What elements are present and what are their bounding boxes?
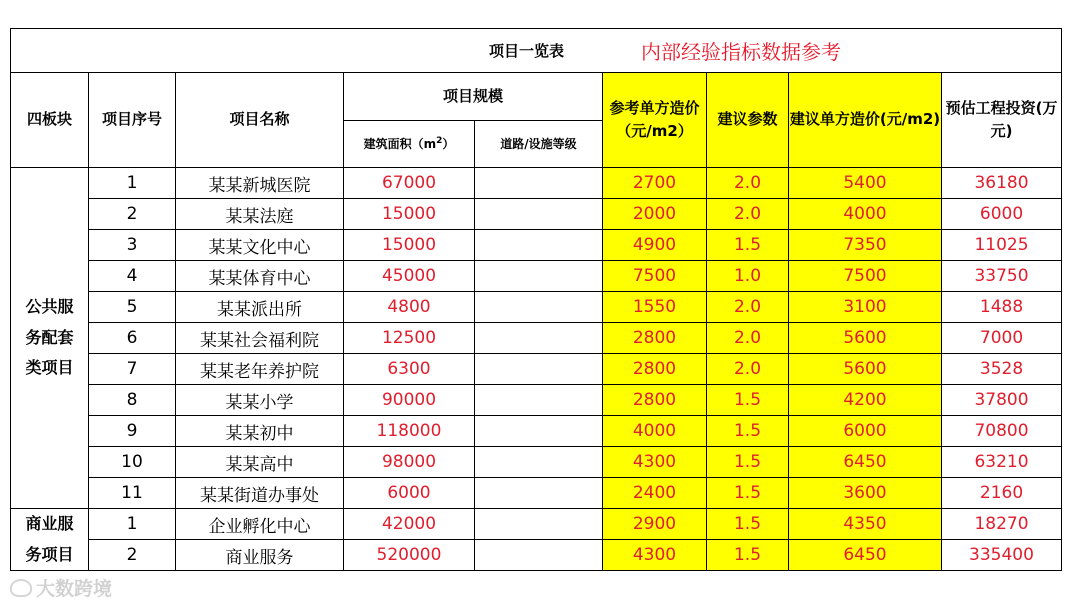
name-cell: 某某社会福利院 [176,323,344,354]
header-sugg-price: 建议单方造价(元/m2) [789,73,942,168]
area-cell: 15000 [344,230,475,261]
seq-cell: 1 [89,509,176,540]
ref-price-cell: 2800 [603,323,707,354]
param-cell: 2.0 [707,168,789,199]
header-road: 道路/设施等级 [475,121,603,168]
seq-cell: 3 [89,230,176,261]
area-cell: 15000 [344,199,475,230]
table-row [11,168,1062,199]
name-cell: 某某小学 [176,385,344,416]
seq-cell: 7 [89,354,176,385]
param-cell: 2.0 [707,354,789,385]
header-ref-price: 参考单方造价（元/m2） [603,73,707,168]
invest-cell: 2160 [942,478,1062,509]
name-cell: 某某高中 [176,447,344,478]
ref-price-cell: 7500 [603,261,707,292]
param-cell: 1.5 [707,230,789,261]
header-name: 项目名称 [176,73,344,168]
ref-price-cell: 2800 [603,354,707,385]
road-cell [475,323,603,354]
sugg-price-cell: 5600 [789,354,942,385]
param-cell: 1.0 [707,261,789,292]
group-label: 公共服务配套类项目 [11,168,89,509]
table-row [11,509,1062,540]
seq-cell: 1 [89,168,176,199]
invest-cell: 1488 [942,292,1062,323]
invest-cell: 18270 [942,509,1062,540]
table-row [11,199,1062,230]
invest-cell: 37800 [942,385,1062,416]
invest-cell: 7000 [942,323,1062,354]
param-cell: 1.5 [707,509,789,540]
header-invest: 预估工程投资(万元) [942,73,1062,168]
seq-cell: 2 [89,540,176,571]
road-cell [475,385,603,416]
sugg-price-cell: 4200 [789,385,942,416]
road-cell [475,354,603,385]
seq-cell: 8 [89,385,176,416]
param-cell: 1.5 [707,447,789,478]
param-cell: 1.5 [707,416,789,447]
ref-price-cell: 2400 [603,478,707,509]
area-cell: 520000 [344,540,475,571]
seq-cell: 4 [89,261,176,292]
area-cell: 12500 [344,323,475,354]
ref-price-cell: 2000 [603,199,707,230]
ref-price-cell: 1550 [603,292,707,323]
ref-price-cell: 4300 [603,447,707,478]
seq-cell: 10 [89,447,176,478]
sugg-price-cell: 7350 [789,230,942,261]
name-cell: 某某老年养护院 [176,354,344,385]
name-cell: 某某派出所 [176,292,344,323]
road-cell [475,447,603,478]
param-cell: 1.5 [707,385,789,416]
sugg-price-cell: 3600 [789,478,942,509]
ref-price-cell: 4300 [603,540,707,571]
table-row [11,478,1062,509]
name-cell: 商业服务 [176,540,344,571]
name-cell: 某某文化中心 [176,230,344,261]
road-cell [475,168,603,199]
ref-price-cell: 2900 [603,509,707,540]
name-cell: 企业孵化中心 [176,509,344,540]
invest-cell: 63210 [942,447,1062,478]
sugg-price-cell: 6450 [789,447,942,478]
table-row [11,230,1062,261]
invest-cell: 335400 [942,540,1062,571]
sugg-price-cell: 4350 [789,509,942,540]
header-param: 建议参数 [707,73,789,168]
road-cell [475,230,603,261]
invest-cell: 36180 [942,168,1062,199]
area-cell: 90000 [344,385,475,416]
header-seq: 项目序号 [89,73,176,168]
sugg-price-cell: 4000 [789,199,942,230]
ref-price-cell: 2800 [603,385,707,416]
road-cell [475,478,603,509]
group-label: 商业服务项目 [11,509,89,571]
header-scale: 项目规模 [344,73,603,121]
sugg-price-cell: 6450 [789,540,942,571]
sugg-price-cell: 7500 [789,261,942,292]
reference-note: 内部经验指标数据参考 [641,40,841,64]
table-row [11,540,1062,571]
area-cell: 42000 [344,509,475,540]
invest-cell: 6000 [942,199,1062,230]
sugg-price-cell: 5600 [789,323,942,354]
table-row [11,354,1062,385]
seq-cell: 2 [89,199,176,230]
seq-cell: 9 [89,416,176,447]
road-cell [475,199,603,230]
watermark-text: 大数跨境 [36,578,113,600]
ref-price-cell: 4900 [603,230,707,261]
param-cell: 1.5 [707,540,789,571]
road-cell [475,261,603,292]
name-cell: 某某体育中心 [176,261,344,292]
area-cell: 4800 [344,292,475,323]
table-row [11,261,1062,292]
sugg-price-cell: 5400 [789,168,942,199]
area-cell: 118000 [344,416,475,447]
table-row [11,385,1062,416]
area-cell: 98000 [344,447,475,478]
ref-price-cell: 2700 [603,168,707,199]
title-cell [11,29,1062,73]
road-cell [475,416,603,447]
table-row [11,323,1062,354]
invest-cell: 70800 [942,416,1062,447]
table-title: 项目一览表 [489,42,565,60]
param-cell: 2.0 [707,199,789,230]
watermark [10,574,112,601]
param-cell: 2.0 [707,292,789,323]
road-cell [475,540,603,571]
area-cell: 6000 [344,478,475,509]
area-cell: 6300 [344,354,475,385]
table-row [11,292,1062,323]
road-cell [475,292,603,323]
invest-cell: 33750 [942,261,1062,292]
seq-cell: 11 [89,478,176,509]
area-cell: 45000 [344,261,475,292]
invest-cell: 11025 [942,230,1062,261]
name-cell: 某某初中 [176,416,344,447]
header-area: 建筑面积$(m^2)$ [344,121,475,168]
road-cell [475,509,603,540]
ref-price-cell: 4000 [603,416,707,447]
invest-cell: 3528 [942,354,1062,385]
seq-cell: 6 [89,323,176,354]
area-cell: 67000 [344,168,475,199]
param-cell: 2.0 [707,323,789,354]
sugg-price-cell: 6000 [789,416,942,447]
header-block: 四板块 [11,73,89,168]
param-cell: 1.5 [707,478,789,509]
seq-cell: 5 [89,292,176,323]
table-row [11,416,1062,447]
watermark-logo-icon [10,579,32,597]
sugg-price-cell: 3100 [789,292,942,323]
name-cell: 某某街道办事处 [176,478,344,509]
name-cell: 某某法庭 [176,199,344,230]
table-row [11,447,1062,478]
project-table [10,28,1062,571]
name-cell: 某某新城医院 [176,168,344,199]
